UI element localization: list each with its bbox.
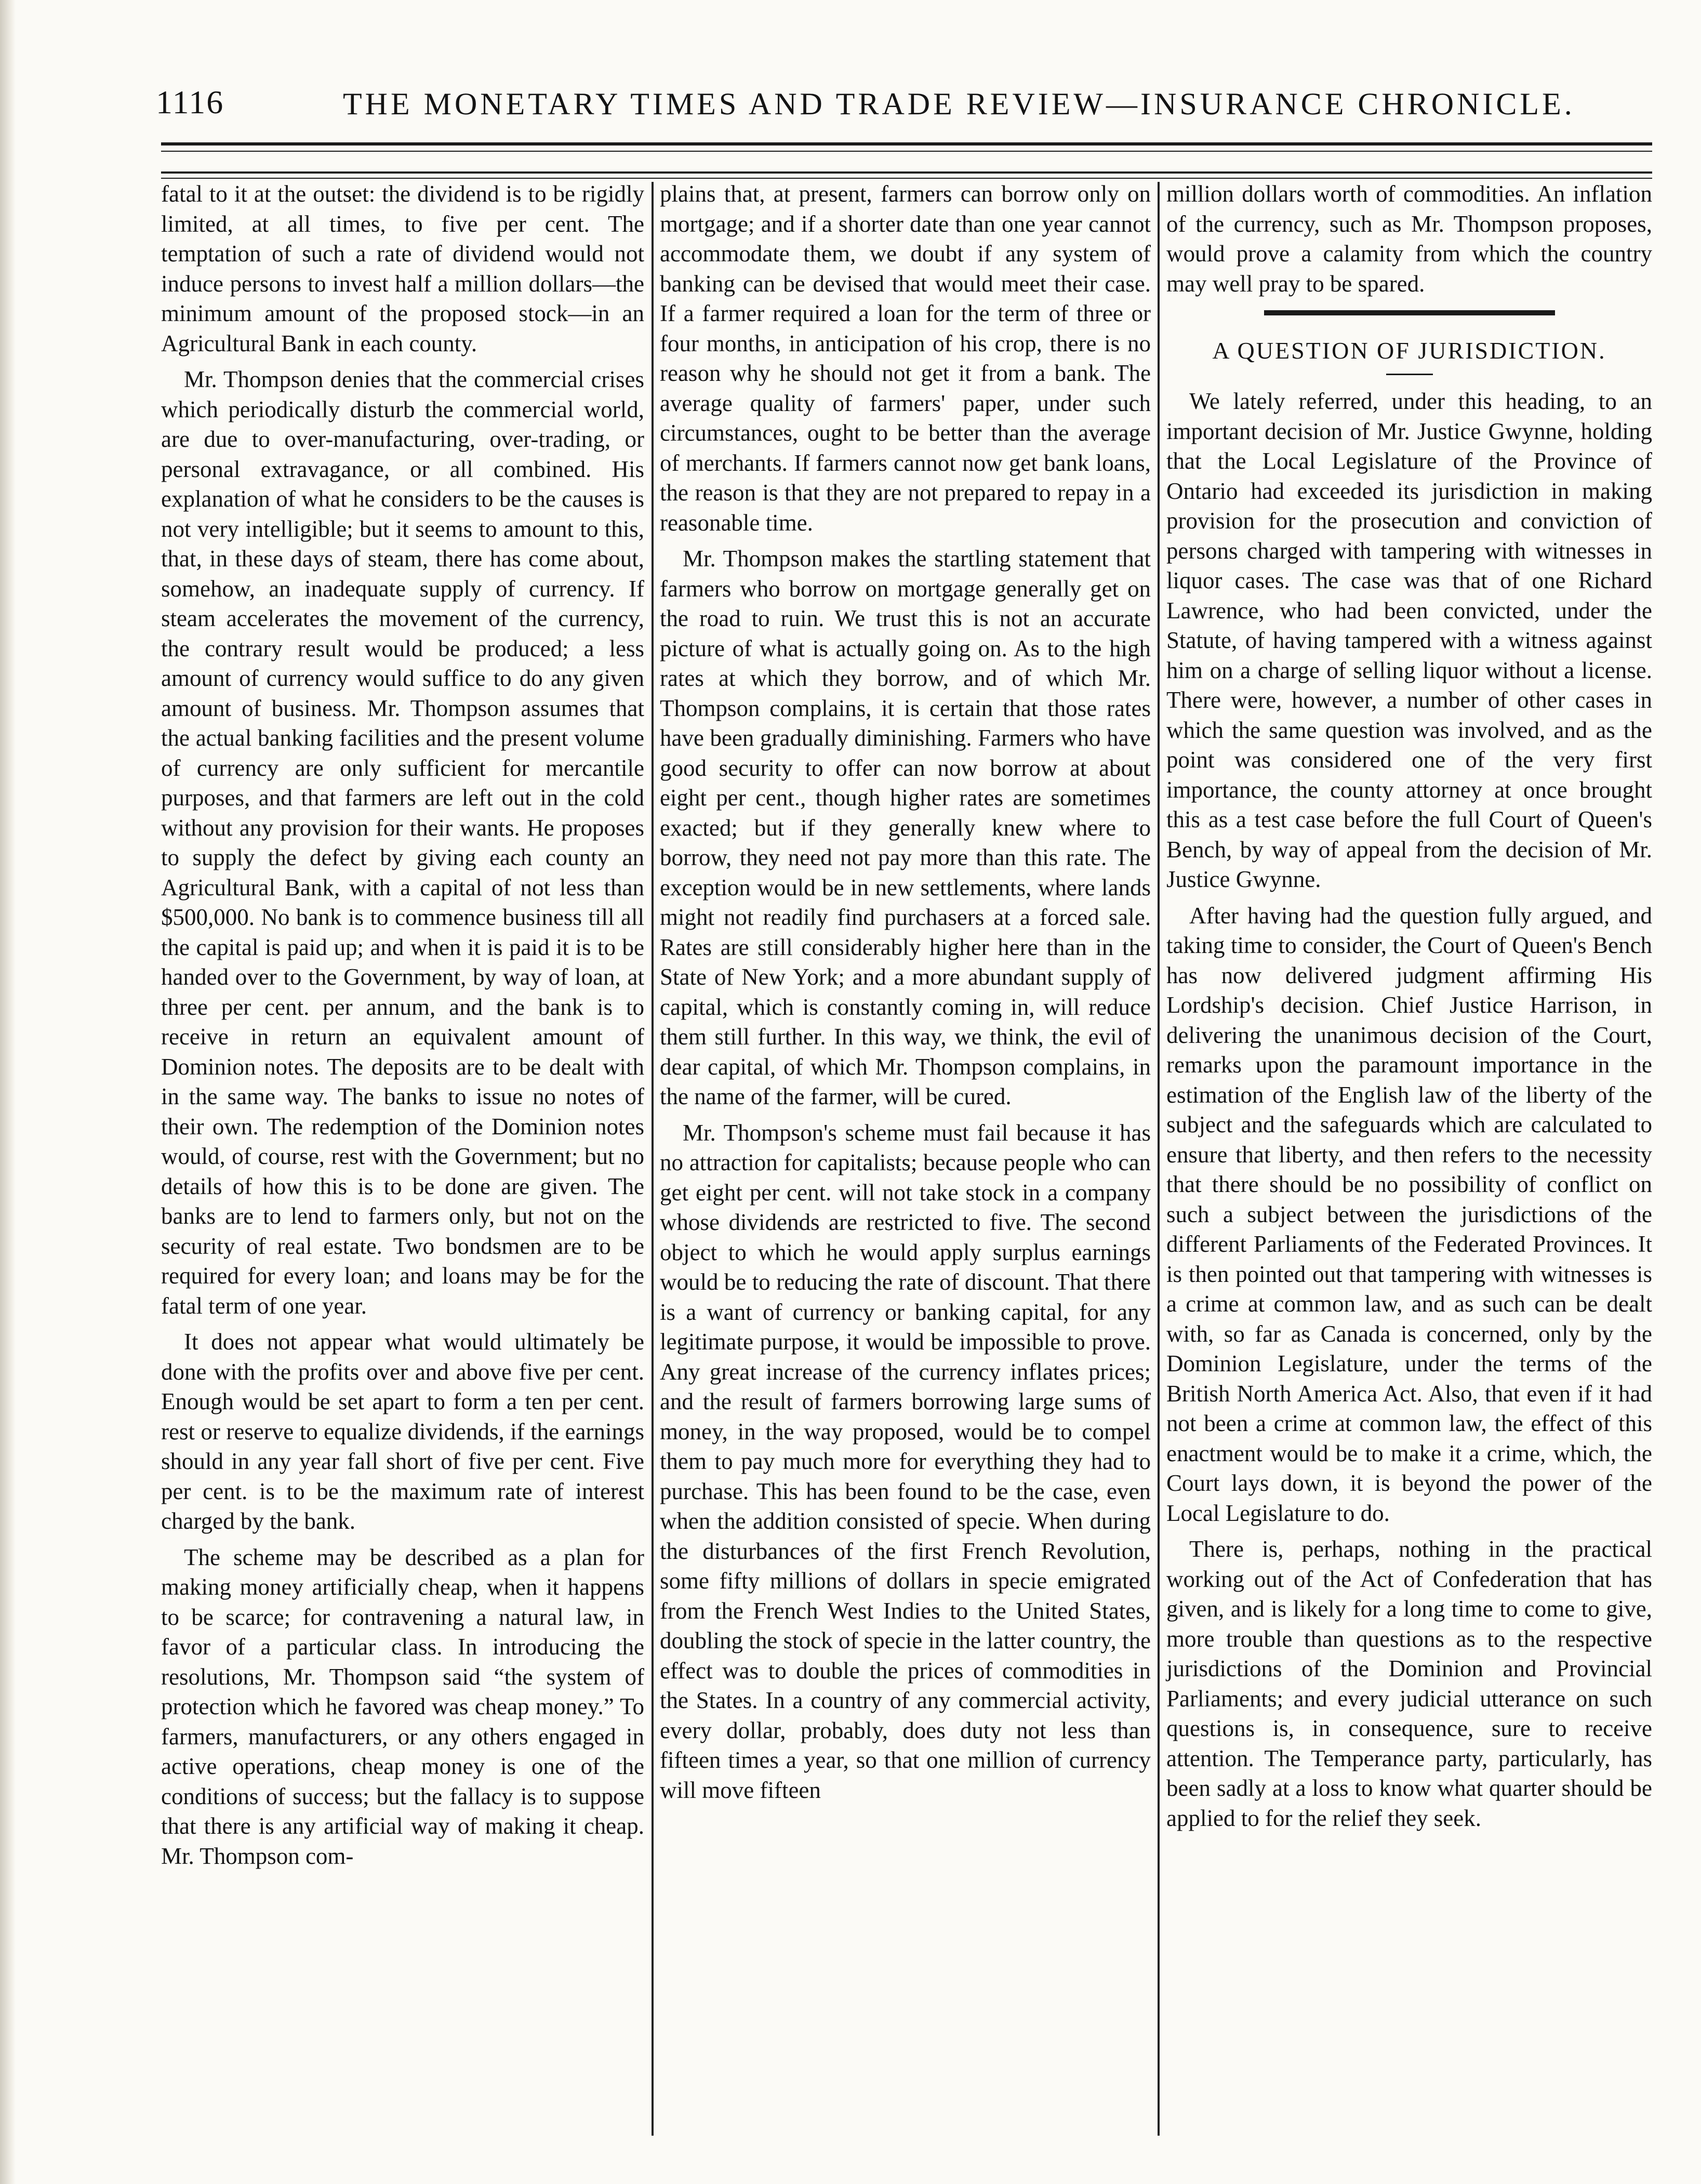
page-binding-edge	[0, 0, 16, 2184]
header-rule	[161, 171, 1652, 174]
paragraph: The scheme may be described as a plan for making money artificially cheap, when it happens to be scarce; for contravening a natural law, in favor of a particular class. In introducing the resolutions, Mr. Thompson said “the system of protection which he favored was cheap money.” To farmers, manufacturers, or any others engaged in active operations, cheap money is one of the conditions of success; but the fallacy is to suppose that there is any artificial way of making it cheap. Mr. Thompson com-	[161, 1544, 644, 1869]
header-rule	[161, 142, 1652, 145]
section-heading: A QUESTION OF JURISDICTION.	[1212, 337, 1606, 364]
page-number: 1116	[156, 84, 224, 121]
page-header	[156, 83, 1642, 145]
column-3	[1166, 179, 1652, 1839]
paragraph: After having had the question fully argued, and taking time to consider, the Court of Queen's Bench has now delivered judgment affirming His Lordship's decision. Chief Justice Harrison, in delivering the unanimous decision of the Court, remarks upon the paramount importance in the estimation of the English law of the liberty of the subject and the safeguards which are calculated to ensure that liberty, and then refers to the necessity that there should be no possibility of conflict on such a subject between the jurisdictions of the different Parliaments of the Federated Provinces. It is then pointed out that tampering with witnesses is a crime at common law, and as such can be dealt with, so far as Canada is concerned, only by the Dominion Legislature, under the terms of the British North America Act. Also, that even if it had not been a crime at common law, the effect of this enactment would be to make it a crime, which, the Court lays down, it is beyond the power of the Local Legislature to do.	[1166, 902, 1652, 1526]
heading-underline	[1386, 374, 1433, 375]
section-divider	[1264, 310, 1555, 315]
paragraph: There is, perhaps, nothing in the practical working out of the Act of Confederation that has given, and is likely for a long time to come to give, more trouble than questions as to the respective jurisdictions of the Dominion and Provincial Parliaments; and every judicial utterance on such questions is, in consequence, sure to receive attention. The Temperance party, particularly, has been sadly at a loss to know what quarter should be applied to for the relief they seek.	[1166, 1536, 1652, 1831]
running-title: THE MONETARY TIMES AND TRADE REVIEW—INSURANCE CHRONICLE.	[343, 87, 1575, 121]
paragraph: fatal to it at the outset: the dividend is to be rigidly limited, at all times, to five per cent. The temptation of such a rate of dividend would not induce persons to invest half a million dollars—the minimum amount of the proposed stock—in an Agricultural Bank in each county.	[161, 181, 644, 356]
paragraph: We lately referred, under this heading, to an important decision of Mr. Justice Gwynne, holding that the Local Legislature of the Province of Ontario had exceeded its jurisdiction in making provision for the prosecution and conviction of persons charged with tampering with witnesses in liquor cases. The case was that of one Richard Lawrence, who had been convicted, under the Statute, of having tampered with a witness against him on a charge of selling liquor without a license. There were, however, a number of other cases in which the same question was involved, and as the point was considered one of the very first importance, the county attorney at once brought this as a test case before the full Court of Queen's Bench, by way of appeal from the decision of Mr. Justice Gwynne.	[1166, 388, 1652, 892]
paragraph: Mr. Thompson denies that the commercial crises which periodically disturb the commercial world, are due to over-manufacturing, over-trading, or personal extravagance, or all combined. His explanation of what he considers to be the causes is not very intelligible; but it seems to amount to this, that, in these days of steam, there has come about, somehow, an inadequate supply of currency. If steam accelerates the movement of the currency, the contrary result would be produced; a less amount of currency would suffice to do any given amount of business. Mr. Thompson assumes that the actual banking facilities and the present volume of currency are only sufficient for mercantile purposes, and that farmers are left out in the cold without any provision for their wants. He proposes to supply the defect by giving each county an Agricultural Bank, with a capital of not less than $500,000. No bank is to commence business till all the capital is paid up; and when it is paid it is to be handed over to the Government, by way of loan, at three per cent. per annum, and the bank is to receive in return an equivalent amount of Dominion notes. The deposits are to be dealt with in the same way. The banks to issue no notes of their own. The redemption of the Dominion notes would, of course, rest with the Government; but no details of how this is to be done are given. The banks are to lend to farmers only, but not on the security of real estate. Two bondsmen are to be required for every loan; and loans may be for the fatal term of one year.	[161, 366, 644, 1319]
paragraph: Mr. Thompson makes the startling statement that farmers who borrow on mortgage generally get on the road to ruin. We trust this is not an accurate picture of what is actually going on. As to the high rates at which they borrow, and of which Mr. Thompson complains, it is certain that those rates have been gradually diminishing. Farmers who have good security to offer can now borrow at about eight per cent., though higher rates are sometimes exacted; but if they generally knew where to borrow, they need not pay more than this rate. The exception would be in new settlements, where lands might not readily find purchasers at a forced sale. Rates are still considerably higher here than in the State of New York; and a more abundant supply of capital, which is constantly coming in, will reduce them still further. In this way, we think, the evil of dear capital, of which Mr. Thompson complains, in the name of the farmer, will be cured.	[660, 546, 1151, 1109]
column-divider	[1158, 182, 1160, 2136]
header-rule	[161, 178, 1652, 179]
column-divider	[652, 182, 654, 2136]
column-2	[660, 179, 1151, 1811]
column-1	[161, 179, 644, 1877]
header-rule	[161, 151, 1652, 152]
paragraph: Mr. Thompson's scheme must fail because it has no attraction for capitalists; because people who can get eight per cent. will not take stock in a company whose dividends are restricted to five. The second object to which he would apply surplus earnings would be to reducing the rate of discount. That there is a want of currency or banking capital, for any legitimate purpose, it would be impossible to prove. Any great increase of the currency inflates prices; and the result of farmers borrowing large sums of money, in the way proposed, would be to compel them to pay much more for everything they had to purchase. This has been found to be the case, even when the addition consisted of specie. When during the disturbances of the first French Revolution, some fifty millions of dollars in specie emigrated from the French West Indies to the United States, doubling the stock of specie in the latter country, the effect was to double the prices of commodities in the States. In a country of any commercial activity, every dollar, probably, does duty not less than fifteen times a year, so that one million of currency will move fifteen	[660, 1119, 1151, 1803]
paragraph: million dollars worth of commodities. An inflation of the currency, such as Mr. Thompson proposes, would prove a calamity from which the country may well pray to be spared.	[1166, 181, 1652, 297]
paragraph: plains that, at present, farmers can borrow only on mortgage; and if a shorter date than one year cannot accommodate them, we doubt if any system of banking can be devised that would meet their case. If a farmer required a loan for the term of three or four months, in anticipation of his crop, there is no reason why he should not get it from a bank. The average quality of farmers' paper, under such circumstances, ought to be better than the average of merchants. If farmers cannot now get bank loans, the reason is that they are not prepared to repay in a reasonable time.	[660, 181, 1151, 536]
paragraph: It does not appear what would ultimately be done with the profits over and above five per cent. Enough would be set apart to form a ten per cent. rest or reserve to equalize dividends, if the earnings should in any year fall short of five per cent. Five per cent. is to be the maximum rate of interest charged by the bank.	[161, 1329, 644, 1534]
